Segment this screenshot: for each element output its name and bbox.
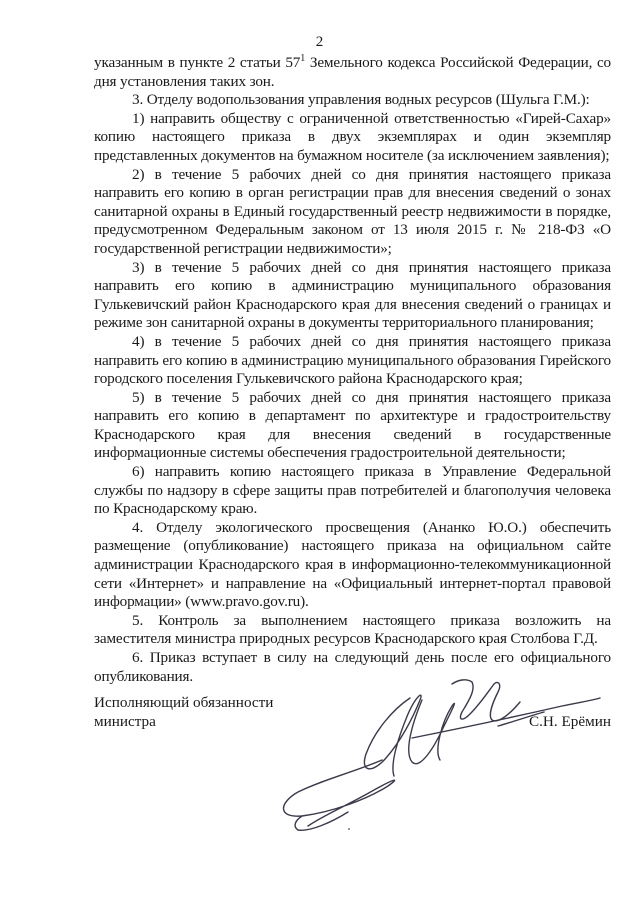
signatory-position-line1: Исполняющий обязанности [94, 694, 274, 711]
page-number: 2 [315, 34, 324, 50]
article-superscript: 1 [300, 52, 306, 64]
paragraph-item-3: 3. Отделу водопользования управления водных ресурсов (Шульга Г.М.): [132, 91, 590, 109]
paragraph-item-4: 4. Отделу экологического просвещения (Ананко Ю.О.) обеспечить размещение (опубликование) настоящего приказа на официальном сайте администрации Краснодарского края в информационно-телекоммуникационной сети «Интернет» и направление на «Официальный интернет-портал правовой информации» (www.pravo.gov.ru). [94, 518, 611, 611]
signatory-position [94, 693, 273, 731]
document-body [94, 54, 611, 686]
paragraph-item-3-5: 5) в течение 5 рабочих дней со дня принятия настоящего приказа направить его копию в департамент по архитектуре и градостроительству Краснодарского края для внесения сведений в государственные информационные системы обеспечения градостроительной деятельности; [94, 388, 611, 462]
handwritten-signature [262, 640, 602, 840]
signatory-name: С.Н. Ерёмин [529, 713, 611, 730]
paragraph-item-3-6: 6) направить копию настоящего приказа в Управление Федеральной службы по надзору в сфере защиты прав потребителей и благополучия человека по Краснодарскому краю. [94, 463, 611, 518]
paragraph-item-3-2: 2) в течение 5 рабочих дней со дня принятия настоящего приказа направить его копию в орган регистрации прав для внесения сведений о зонах санитарной охраны в Единый государственный реестр недвижимости в порядке, предусмотренном Федеральным законом от 13 июля 2015 г. № 218-ФЗ «О государственной регистрации недвижимости»; [94, 165, 611, 257]
paragraph-item-5: 5. Контроль за выполнением настоящего приказа возложить на заместителя министра природных ресурсов Краснодарского края Столбова Г.Д. [94, 611, 611, 648]
paragraph-item-3-4: 4) в течение 5 рабочих дней со дня принятия настоящего приказа направить его копию в администрацию муниципального образования Гирейского городского поселения Гулькевичского района Краснодарского края; [94, 332, 611, 388]
paragraph-item-3-1: 1) направить обществу с ограниченной ответственностью «Гирей-Сахар» копию настоящего приказа в двух экземплярах и один экземпляр представленных документов на бумажном носителе (за исключением заявления); [94, 109, 611, 164]
paragraph-item-3-3: 3) в течение 5 рабочих дней со дня принятия настоящего приказа направить его копию в администрацию муниципального образования Гулькевичский район Краснодарского края для внесения сведений о границах и режиме зон санитарной охраны в документы территориального планирования; [94, 258, 611, 332]
paragraph-continuation-text-end: Земельного кодекса Российской Федерации, со дня установления таких зон. [94, 54, 611, 90]
paragraph-item-6: 6. Приказ вступает в силу на следующий день после его официального опубликования. [94, 649, 611, 685]
paragraph-continuation [94, 54, 611, 91]
paragraph-continuation-text-start: указанным в пункте 2 статьи 57 [94, 54, 301, 71]
scan-speck [348, 828, 350, 830]
signatory-position-line2: министра [94, 713, 156, 730]
